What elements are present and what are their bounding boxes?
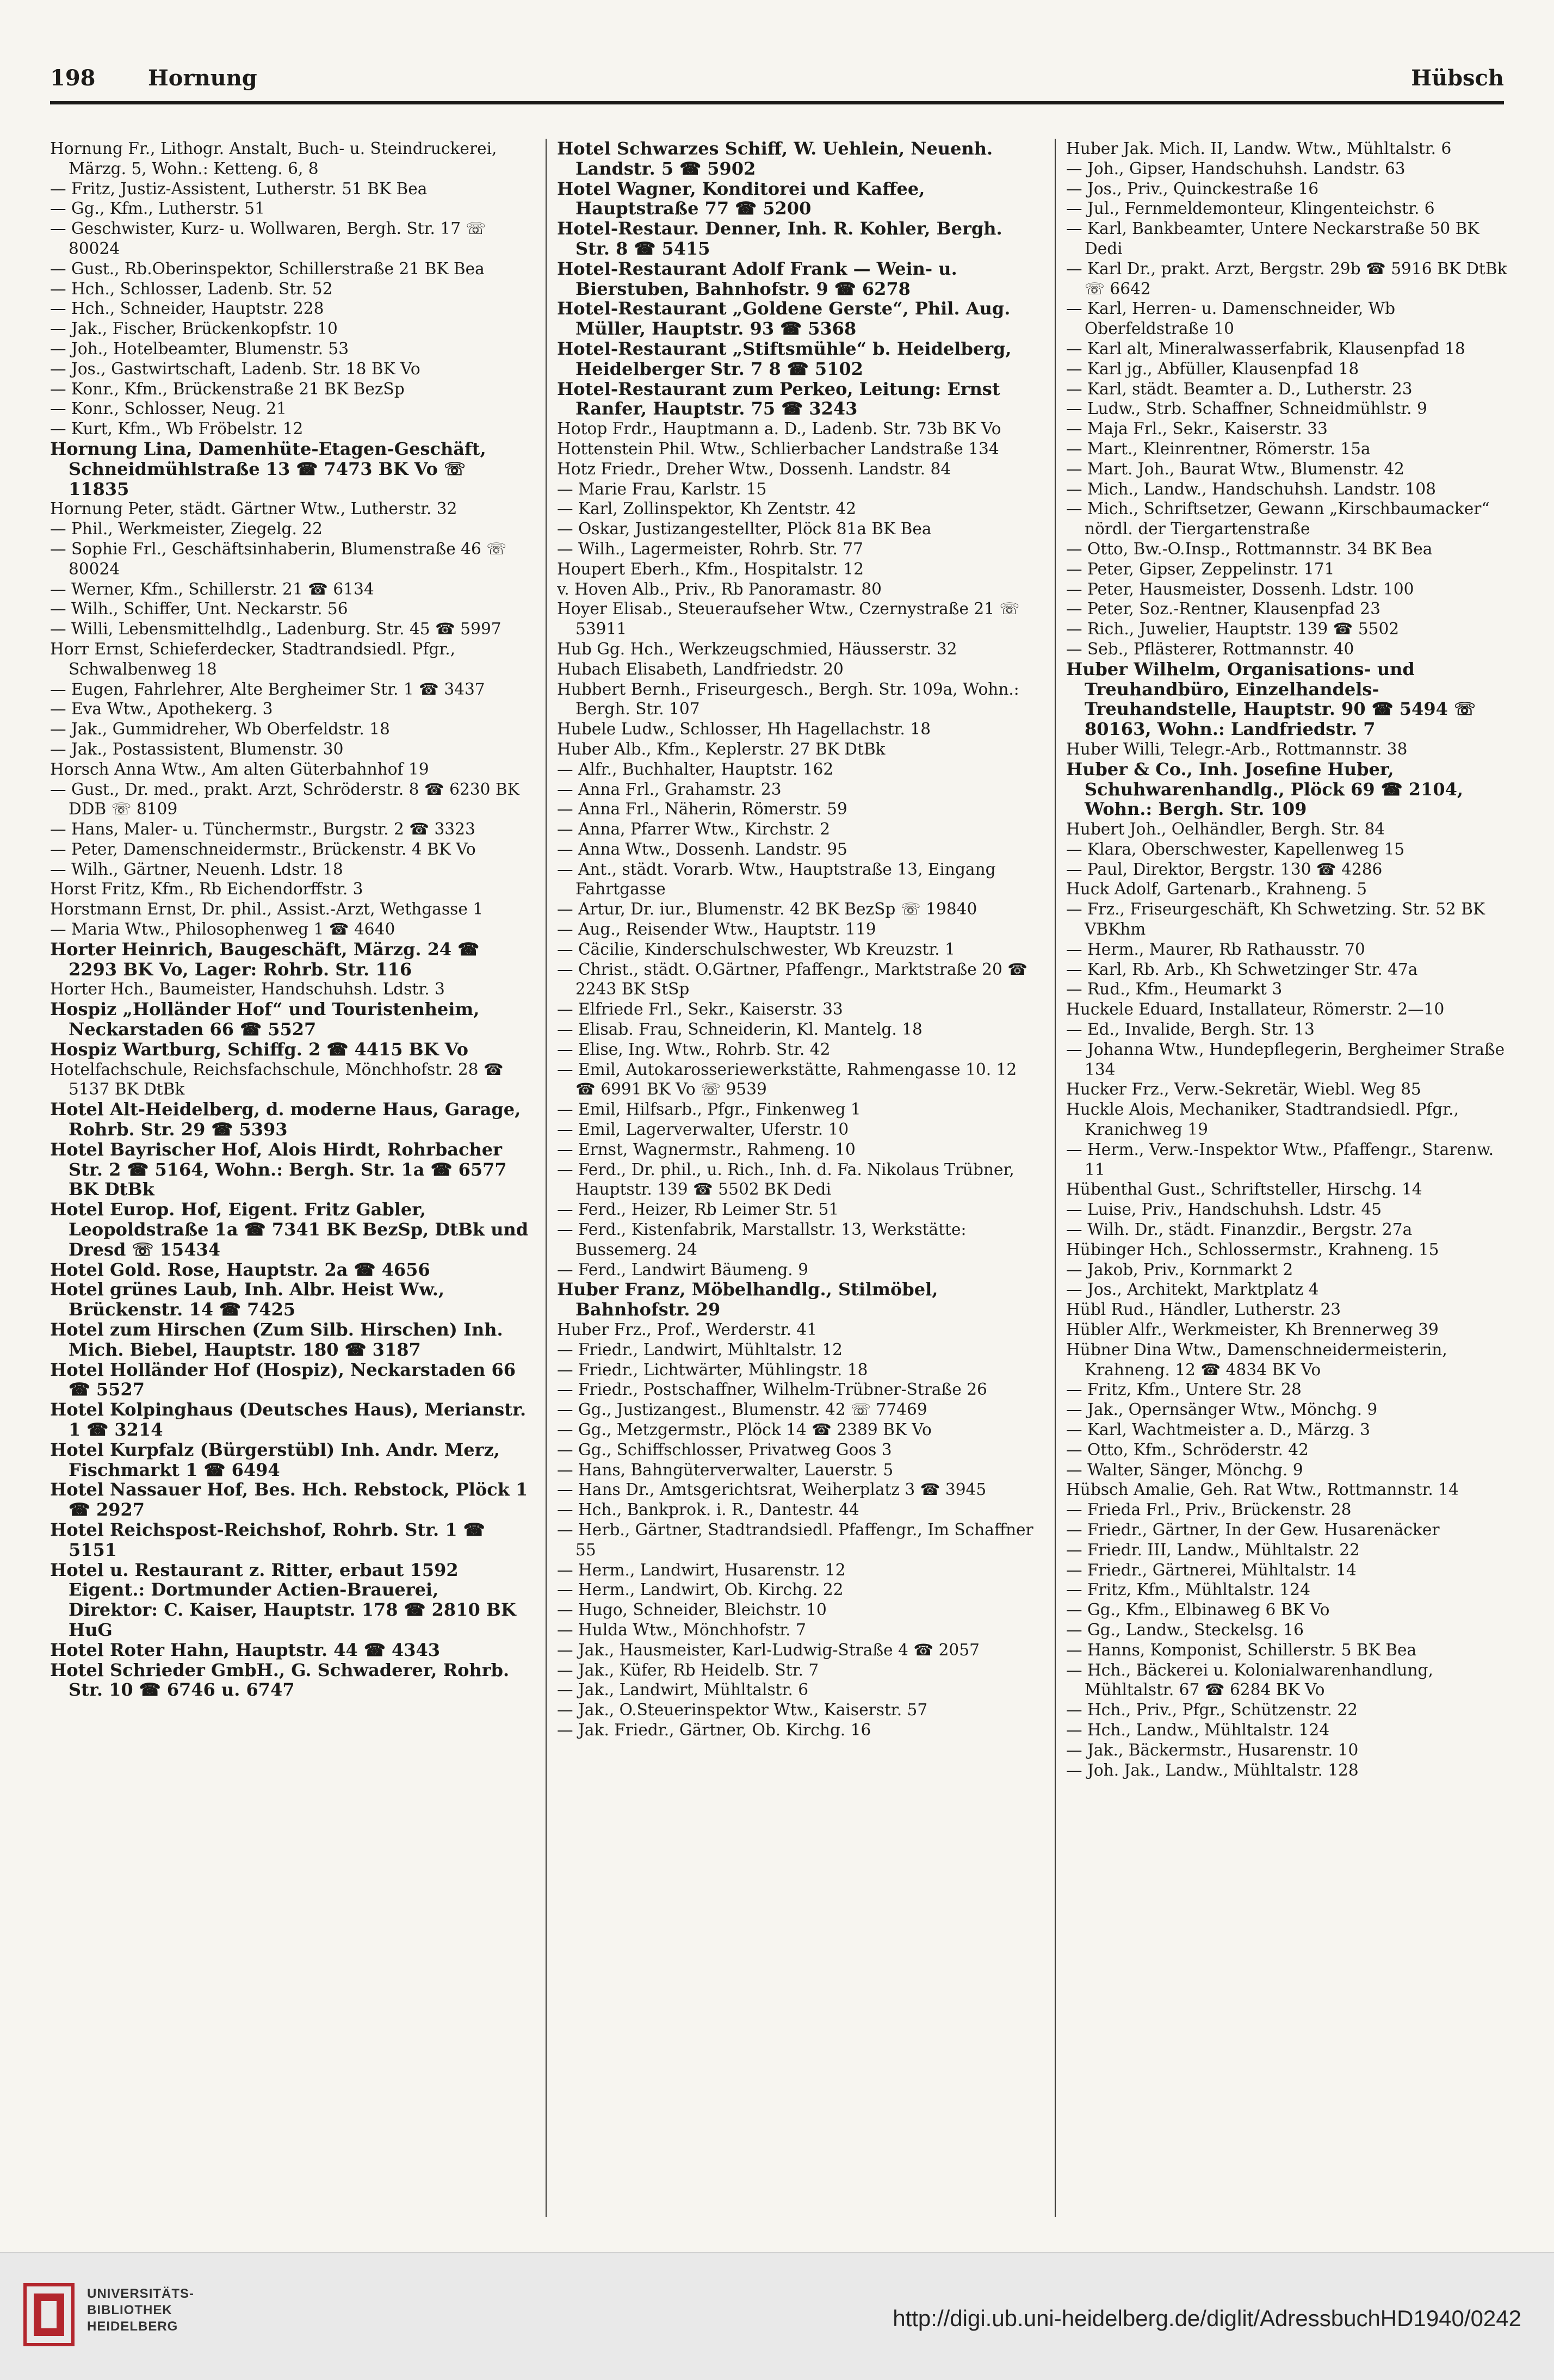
directory-entry: — Ferd., Heizer, Rb Leimer Str. 51	[557, 1200, 839, 1219]
running-head-right: Hübsch	[1411, 65, 1504, 91]
directory-entry: — Anna, Pfarrer Wtw., Kirchstr. 2	[557, 820, 831, 839]
directory-entry-advert: Hotel Kurpfalz (Bürgerstübl) Inh. Andr. Merz, Fischmarkt 1 ☎ 6494	[50, 1439, 500, 1480]
library-name-line: BIBLIOTHEK	[87, 2303, 172, 2317]
directory-entry: — Johanna Wtw., Hundepflegerin, Bergheimer Straße 134	[1066, 1040, 1505, 1079]
directory-entry: — Rud., Kfm., Heumarkt 3	[1066, 980, 1283, 999]
directory-entry: — Konr., Kfm., Brückenstraße 21 BK BezSp	[50, 379, 405, 398]
directory-entry-advert: Hotel Wagner, Konditorei und Kaffee, Hauptstraße 77 ☎ 5200	[557, 178, 925, 219]
directory-entry: — Emil, Hilfsarb., Pfgr., Finkenweg 1	[557, 1100, 861, 1119]
directory-entry: — Fritz, Justiz-Assistent, Lutherstr. 51 BK Bea	[50, 179, 428, 198]
directory-entry: — Ernst, Wagnermstr., Rahmeng. 10	[557, 1140, 856, 1159]
directory-entry: — Eva Wtw., Apothekerg. 3	[50, 700, 273, 719]
directory-entry: — Jak., Postassistent, Blumenstr. 30	[50, 739, 344, 758]
directory-entry-advert: Hotel Europ. Hof, Eigent. Fritz Gabler, Leopoldstraße 1a ☎ 7341 BK BezSp, DtBk und Dresd ☏ 15434	[50, 1199, 529, 1260]
directory-entry: — Hugo, Schneider, Bleichstr. 10	[557, 1600, 827, 1619]
directory-entry-advert: Huber & Co., Inh. Josefine Huber, Schuhwarenhandlg., Plöck 69 ☎ 2104, Wohn.: Bergh. Str. 109	[1066, 758, 1463, 820]
directory-entry: Huber Willi, Telegr.-Arb., Rottmannstr. 38	[1066, 739, 1408, 758]
directory-entry: — Ferd., Dr. phil., u. Rich., Inh. d. Fa. Nikolaus Trübner, Hauptstr. 139 ☎ 5502 BK Dedi	[557, 1160, 1014, 1199]
directory-entry: — Jos., Architekt, Marktplatz 4	[1066, 1280, 1319, 1299]
directory-entry: Hübsch Amalie, Geh. Rat Wtw., Rottmannstr. 14	[1066, 1480, 1459, 1499]
directory-entry-advert: Hotel Reichspost-Reichshof, Rohrb. Str. 1 ☎ 5151	[50, 1519, 485, 1560]
directory-entry: — Emil, Lagerverwalter, Uferstr. 10	[557, 1120, 849, 1139]
directory-entry: — Sophie Frl., Geschäftsinhaberin, Blumenstraße 46 ☏ 80024	[50, 539, 507, 578]
directory-entry: — Mart. Joh., Baurat Wtw., Blumenstr. 42	[1066, 459, 1405, 478]
directory-entry: — Jak., Hausmeister, Karl-Ludwig-Straße 4 ☎ 2057	[557, 1640, 980, 1659]
directory-entry-advert: Hotel-Restaurant zum Perkeo, Leitung: Ernst Ranfer, Hauptstr. 75 ☎ 3243	[557, 378, 1000, 419]
directory-entry-advert: Hospiz Wartburg, Schiffg. 2 ☎ 4415 BK Vo	[50, 1038, 468, 1060]
directory-entry: Huber Frz., Prof., Werderstr. 41	[557, 1320, 818, 1339]
directory-entry-advert: Hotel-Restaurant „Goldene Gerste“, Phil. Aug. Müller, Hauptstr. 93 ☎ 5368	[557, 298, 1011, 339]
directory-entry: — Jakob, Priv., Kornmarkt 2	[1066, 1260, 1293, 1279]
directory-entry: Hübner Dina Wtw., Damenschneidermeisterin, Krahneng. 12 ☎ 4834 BK Vo	[1066, 1340, 1447, 1379]
column-1	[50, 139, 529, 2217]
directory-entry: — Karl, Bankbeamter, Untere Neckarstraße 50 BK Dedi	[1066, 219, 1479, 258]
directory-entry: Huckele Eduard, Installateur, Römerstr. 2—10	[1066, 1000, 1445, 1019]
directory-entry: — Jos., Gastwirtschaft, Ladenb. Str. 18 BK Vo	[50, 359, 420, 378]
directory-entry: — Wilh., Lagermeister, Rohrb. Str. 77	[557, 539, 863, 558]
directory-entry: — Alfr., Buchhalter, Hauptstr. 162	[557, 759, 834, 778]
directory-entry: — Hans, Bahngüterverwalter, Lauerstr. 5	[557, 1460, 894, 1479]
directory-entry: — Jak., Landwirt, Mühltalstr. 6	[557, 1680, 809, 1699]
directory-entry-advert: Hospiz „Holländer Hof“ und Touristenheim, Neckarstaden 66 ☎ 5527	[50, 999, 480, 1040]
directory-entry: — Ferd., Landwirt Bäumeng. 9	[557, 1260, 808, 1279]
directory-entry-advert: Hotel-Restaur. Denner, Inh. R. Kohler, Bergh. Str. 8 ☎ 5415	[557, 218, 1002, 259]
directory-entry: — Hans Dr., Amtsgerichtsrat, Weiherplatz 3 ☎ 3945	[557, 1480, 987, 1499]
directory-entry: Hubert Joh., Oelhändler, Bergh. Str. 84	[1066, 820, 1385, 839]
directory-entry: — Gust., Dr. med., prakt. Arzt, Schröderstr. 8 ☎ 6230 BK DDB ☏ 8109	[50, 780, 519, 819]
directory-entry: — Hch., Landw., Mühltalstr. 124	[1066, 1720, 1330, 1739]
directory-entry: Huber Alb., Kfm., Keplerstr. 27 BK DtBk	[557, 739, 886, 758]
directory-entry: — Fritz, Kfm., Mühltalstr. 124	[1066, 1580, 1310, 1599]
directory-entry: — Jak., Gummidreher, Wb Oberfeldstr. 18	[50, 720, 390, 739]
directory-entry: — Maja Frl., Sekr., Kaiserstr. 33	[1066, 419, 1328, 438]
directory-entry: Horter Hch., Baumeister, Handschuhsh. Ldstr. 3	[50, 980, 445, 999]
directory-entry: — Marie Frau, Karlstr. 15	[557, 479, 767, 498]
directory-entry: — Artur, Dr. iur., Blumenstr. 42 BK BezSp ☏ 19840	[557, 900, 977, 919]
directory-entry-advert: Hotel Holländer Hof (Hospiz), Neckarstaden 66 ☎ 5527	[50, 1359, 516, 1400]
directory-entry: — Anna Wtw., Dossenh. Landstr. 95	[557, 839, 848, 858]
directory-entry: — Jak., Fischer, Brückenkopfstr. 10	[50, 319, 338, 338]
directory-entry: — Fritz, Kfm., Untere Str. 28	[1066, 1380, 1302, 1399]
directory-entry: — Karl alt, Mineralwasserfabrik, Klausenpfad 18	[1066, 339, 1465, 358]
directory-entry: — Joh. Jak., Landw., Mühltalstr. 128	[1066, 1760, 1359, 1779]
directory-entry: Horstmann Ernst, Dr. phil., Assist.-Arzt, Wethgasse 1	[50, 900, 484, 919]
directory-entry: — Willi, Lebensmittelhdlg., Ladenburg. Str. 45 ☎ 5997	[50, 620, 502, 639]
directory-entry: Hubbert Bernh., Friseurgesch., Bergh. Str. 109a, Wohn.: Bergh. Str. 107	[557, 679, 1019, 719]
permalink-url[interactable]: http://digi.ub.uni-heidelberg.de/diglit/AdressbuchHD1940/0242	[893, 2305, 1521, 2331]
directory-entry: — Christ., städt. O.Gärtner, Pfaffengr., Marktstraße 20 ☎ 2243 BK StSp	[557, 960, 1028, 999]
directory-entry: — Peter, Hausmeister, Dossenh. Ldstr. 100	[1066, 579, 1414, 598]
page-number: 198	[50, 65, 96, 91]
directory-entry: — Mich., Schriftsetzer, Gewann „Kirschbaumacker“ nördl. der Tiergartenstraße	[1066, 499, 1490, 539]
directory-entry: — Jak., O.Steuerinspektor Wtw., Kaiserstr. 57	[557, 1701, 928, 1720]
directory-entry-advert: Hotel Schrieder GmbH., G. Schwaderer, Rohrb. Str. 10 ☎ 6746 u. 6747	[50, 1659, 510, 1701]
directory-entry-advert: Hotel u. Restaurant z. Ritter, erbaut 1592 Eigent.: Dortmunder Actien-Brauerei, Direktor: C. Kaiser, Hauptstr. 178 ☎ 2810 BK HuG	[50, 1559, 516, 1640]
directory-entry: Hucker Frz., Verw.-Sekretär, Wiebl. Weg 85	[1066, 1080, 1421, 1099]
directory-entry: — Hch., Schlosser, Ladenb. Str. 52	[50, 279, 333, 298]
directory-entry: — Karl Dr., prakt. Arzt, Bergstr. 29b ☎ 5916 BK DtBk ☏ 6642	[1066, 259, 1507, 298]
directory-entry: — Geschwister, Kurz- u. Wollwaren, Bergh. Str. 17 ☏ 80024	[50, 219, 486, 258]
directory-entry-advert: Huber Wilhelm, Organisations- und Treuhandbüro, Einzelhandels-Treuhandstelle, Hauptstr. 90 ☎ 5494 ☏ 80163, Wohn.: Landfriedstr. 7	[1066, 658, 1476, 740]
library-name-line: UNIVERSITÄTS-	[87, 2286, 195, 2301]
directory-entry: — Friedr., Lichtwärter, Mühlingstr. 18	[557, 1360, 868, 1379]
directory-entry: — Elfriede Frl., Sekr., Kaiserstr. 33	[557, 1000, 843, 1019]
directory-entry: — Wilh., Gärtner, Neuenh. Ldstr. 18	[50, 860, 343, 879]
directory-entry-advert: Horter Heinrich, Baugeschäft, Märzg. 24 ☎ 2293 BK Vo, Lager: Rohrb. Str. 116	[50, 938, 480, 980]
directory-entry: — Karl, städt. Beamter a. D., Lutherstr. 23	[1066, 379, 1413, 398]
directory-entry-advert: Hotel grünes Laub, Inh. Albr. Heist Ww., Brückenstr. 14 ☎ 7425	[50, 1279, 445, 1320]
column-3	[1066, 139, 1508, 2217]
directory-entry: — Friedr., Gärtner, In der Gew. Husarenäcker	[1066, 1520, 1440, 1539]
directory-entry: — Frieda Frl., Priv., Brückenstr. 28	[1066, 1500, 1352, 1519]
directory-entry: — Jak., Opernsänger Wtw., Mönchg. 9	[1066, 1400, 1378, 1419]
directory-entry: — Karl, Zollinspektor, Kh Zentstr. 42	[557, 499, 857, 518]
directory-entry: Huber Jak. Mich. II, Landw. Wtw., Mühltalstr. 6	[1066, 139, 1452, 158]
directory-entry: — Jos., Priv., Quinckestraße 16	[1066, 179, 1319, 198]
directory-entry: Hotelfachschule, Reichsfachschule, Mönchhofstr. 28 ☎ 5137 BK DtBk	[50, 1060, 504, 1099]
directory-entry: — Jak., Bäckermstr., Husarenstr. 10	[1066, 1740, 1359, 1759]
directory-entry: Hoyer Elisab., Steueraufseher Wtw., Czernystraße 21 ☏ 53911	[557, 599, 1020, 639]
directory-entry: — Ferd., Kistenfabrik, Marstallstr. 13, Werkstätte: Bussemerg. 24	[557, 1220, 967, 1259]
directory-entry: — Aug., Reisender Wtw., Hauptstr. 119	[557, 920, 876, 939]
viewer-footer	[0, 2252, 1554, 2380]
directory-entry: — Herb., Gärtner, Stadtrandsiedl. Pfaffengr., Im Schaffner 55	[557, 1520, 1033, 1559]
directory-entry: Hübinger Hch., Schlossermstr., Krahneng. 15	[1066, 1240, 1439, 1259]
column-2	[557, 139, 1036, 2217]
directory-entry: — Hch., Schneider, Hauptstr. 228	[50, 299, 324, 318]
directory-entry: — Otto, Kfm., Schröderstr. 42	[1066, 1440, 1309, 1459]
directory-entry: — Konr., Schlosser, Neug. 21	[50, 399, 287, 418]
directory-entry: — Hch., Bankprok. i. R., Dantestr. 44	[557, 1500, 859, 1519]
header-rule	[50, 101, 1504, 104]
directory-entry: — Karl jg., Abfüller, Klausenpfad 18	[1066, 359, 1359, 378]
page-header	[50, 65, 1504, 99]
directory-entry: Huckle Alois, Mechaniker, Stadtrandsiedl. Pfgr., Kranichweg 19	[1066, 1100, 1459, 1139]
library-name	[87, 2286, 194, 2335]
directory-entry: — Kurt, Kfm., Wb Fröbelstr. 12	[50, 419, 304, 438]
directory-entry: — Peter, Damenschneidermstr., Brückenstr. 4 BK Vo	[50, 839, 476, 858]
directory-entry: — Mich., Landw., Handschuhsh. Landstr. 108	[1066, 479, 1436, 498]
directory-entry: — Friedr., Landwirt, Mühltalstr. 12	[557, 1340, 843, 1359]
directory-entry: — Hans, Maler- u. Tünchermstr., Burgstr. 2 ☎ 3323	[50, 820, 475, 839]
directory-entry-advert: Hotel Gold. Rose, Hauptstr. 2a ☎ 4656	[50, 1259, 430, 1280]
directory-entry: — Klara, Oberschwester, Kapellenweg 15	[1066, 839, 1405, 858]
directory-entry: — Phil., Werkmeister, Ziegelg. 22	[50, 520, 323, 539]
directory-entry: Hotop Frdr., Hauptmann a. D., Ladenb. Str. 73b BK Vo	[557, 419, 1001, 438]
directory-entry: — Jul., Fernmeldemonteur, Klingenteichstr. 6	[1066, 199, 1435, 218]
directory-entry-advert: Hotel Schwarzes Schiff, W. Uehlein, Neuenh. Landstr. 5 ☎ 5902	[557, 139, 993, 179]
directory-entry: — Friedr., Postschaffner, Wilhelm-Trübner-Straße 26	[557, 1380, 987, 1399]
directory-entry: — Oskar, Justizangestellter, Plöck 81a BK Bea	[557, 520, 932, 539]
directory-entry: — Peter, Gipser, Zeppelinstr. 171	[1066, 559, 1335, 578]
directory-entry: — Walter, Sänger, Mönchg. 9	[1066, 1460, 1303, 1479]
directory-entry: Hubele Ludw., Schlosser, Hh Hagellachstr. 18	[557, 720, 931, 739]
directory-entry: Hub Gg. Hch., Werkzeugschmied, Häusserstr. 32	[557, 639, 957, 658]
directory-entry: — Karl, Wachtmeister a. D., Märzg. 3	[1066, 1420, 1371, 1439]
directory-entry: — Herm., Maurer, Rb Rathausstr. 70	[1066, 939, 1365, 959]
directory-columns	[50, 139, 1508, 2217]
directory-entry: Hubach Elisabeth, Landfriedstr. 20	[557, 659, 844, 678]
directory-entry: — Ant., städt. Vorarb. Wtw., Hauptstraße 13, Eingang Fahrtgasse	[557, 860, 996, 899]
directory-entry: — Hch., Priv., Pfgr., Schützenstr. 22	[1066, 1701, 1358, 1720]
directory-entry: — Friedr., Gärtnerei, Mühltalstr. 14	[1066, 1560, 1357, 1579]
directory-entry: — Herm., Landwirt, Ob. Kirchg. 22	[557, 1580, 844, 1599]
directory-entry: — Elise, Ing. Wtw., Rohrb. Str. 42	[557, 1040, 831, 1059]
directory-entry: Horsch Anna Wtw., Am alten Güterbahnhof 19	[50, 759, 429, 778]
directory-entry: — Mart., Kleinrentner, Römerstr. 15a	[1066, 439, 1371, 458]
directory-entry: Hotz Friedr., Dreher Wtw., Dossenh. Landstr. 84	[557, 459, 951, 478]
directory-entry: — Otto, Bw.-O.Insp., Rottmannstr. 34 BK Bea	[1066, 539, 1433, 558]
directory-entry: Houpert Eberh., Kfm., Hospitalstr. 12	[557, 559, 864, 578]
directory-entry: — Gust., Rb.Oberinspektor, Schillerstraße 21 BK Bea	[50, 259, 485, 278]
directory-entry: — Ed., Invalide, Bergh. Str. 13	[1066, 1020, 1315, 1039]
directory-entry: — Luise, Priv., Handschuhsh. Ldstr. 45	[1066, 1200, 1382, 1219]
directory-entry: — Gg., Metzgermstr., Plöck 14 ☎ 2389 BK Vo	[557, 1420, 932, 1439]
directory-entry: Hottenstein Phil. Wtw., Schlierbacher Landstraße 134	[557, 439, 999, 458]
directory-entry: Huck Adolf, Gartenarb., Krahneng. 5	[1066, 880, 1367, 899]
directory-entry: — Gg., Kfm., Elbinaweg 6 BK Vo	[1066, 1600, 1330, 1619]
library-logo-icon	[22, 2282, 76, 2348]
directory-entry: — Rich., Juwelier, Hauptstr. 139 ☎ 5502	[1066, 620, 1400, 639]
directory-entry: Hübl Rud., Händler, Lutherstr. 23	[1066, 1300, 1341, 1319]
directory-entry: — Cäcilie, Kinderschulschwester, Wb Kreuzstr. 1	[557, 939, 955, 959]
directory-entry: — Maria Wtw., Philosophenweg 1 ☎ 4640	[50, 920, 395, 939]
directory-entry: Hübler Alfr., Werkmeister, Kh Brennerweg 39	[1066, 1320, 1439, 1339]
directory-entry: — Anna Frl., Grahamstr. 23	[557, 780, 782, 799]
directory-entry: — Gg., Schiffschlosser, Privatweg Goos 3	[557, 1440, 892, 1459]
directory-entry: — Herm., Verw.-Inspektor Wtw., Pfaffengr., Starenw. 11	[1066, 1140, 1494, 1179]
directory-entry: — Gg., Justizangest., Blumenstr. 42 ☏ 77469	[557, 1400, 927, 1419]
directory-entry-advert: Hotel Roter Hahn, Hauptstr. 44 ☎ 4343	[50, 1639, 440, 1660]
directory-entry: — Herm., Landwirt, Husarenstr. 12	[557, 1560, 846, 1579]
directory-entry: Hornung Fr., Lithogr. Anstalt, Buch- u. Steindruckerei, Märzg. 5, Wohn.: Ketteng. 6, 8	[50, 139, 497, 178]
directory-entry: — Karl, Rb. Arb., Kh Schwetzinger Str. 47a	[1066, 960, 1418, 979]
directory-entry: — Wilh., Schiffer, Unt. Neckarstr. 56	[50, 599, 348, 619]
directory-entry: — Seb., Pflästerer, Rottmannstr. 40	[1066, 639, 1354, 658]
directory-entry: — Joh., Hotelbeamter, Blumenstr. 53	[50, 339, 349, 358]
directory-entry: — Anna Frl., Näherin, Römerstr. 59	[557, 800, 847, 819]
directory-entry: Hübenthal Gust., Schriftsteller, Hirschg. 14	[1066, 1180, 1422, 1199]
directory-entry: — Friedr. III, Landw., Mühltalstr. 22	[1066, 1540, 1360, 1559]
directory-entry: — Gg., Kfm., Lutherstr. 51	[50, 199, 265, 218]
directory-entry: v. Hoven Alb., Priv., Rb Panoramastr. 80	[557, 579, 882, 598]
directory-entry: Hornung Peter, städt. Gärtner Wtw., Lutherstr. 32	[50, 499, 457, 518]
directory-entry: — Hanns, Komponist, Schillerstr. 5 BK Bea	[1066, 1640, 1417, 1659]
directory-entry: — Frz., Friseurgeschäft, Kh Schwetzing. Str. 52 BK VBKhm	[1066, 900, 1485, 939]
directory-entry-advert: Huber Franz, Möbelhandlg., Stilmöbel, Bahnhofstr. 29	[557, 1279, 938, 1320]
directory-entry-advert: Hotel Bayrischer Hof, Alois Hirdt, Rohrbacher Str. 2 ☎ 5164, Wohn.: Bergh. Str. 1a ☎ 6577 BK DtBk	[50, 1139, 507, 1200]
directory-entry: — Joh., Gipser, Handschuhsh. Landstr. 63	[1066, 159, 1406, 178]
directory-entry: — Karl, Herren- u. Damenschneider, Wb Oberfeldstraße 10	[1066, 299, 1396, 338]
directory-entry: — Ludw., Strb. Schaffner, Schneidmühlstr. 9	[1066, 399, 1427, 418]
directory-entry: — Jak. Friedr., Gärtner, Ob. Kirchg. 16	[557, 1720, 871, 1739]
directory-entry: — Eugen, Fahrlehrer, Alte Bergheimer Str. 1 ☎ 3437	[50, 679, 485, 698]
directory-entry: — Hulda Wtw., Mönchhofstr. 7	[557, 1620, 806, 1639]
directory-entry-advert: Hotel Kolpinghaus (Deutsches Haus), Merianstr. 1 ☎ 3214	[50, 1399, 527, 1440]
directory-entry-advert: Hotel Alt-Heidelberg, d. moderne Haus, Garage, Rohrb. Str. 29 ☎ 5393	[50, 1099, 521, 1140]
directory-entry-advert: Hornung Lina, Damenhüte-Etagen-Geschäft, Schneidmühlstraße 13 ☎ 7473 BK Vo ☏ 11835	[50, 438, 486, 499]
directory-entry-advert: Hotel-Restaurant Adolf Frank — Wein- u. Bierstuben, Bahnhofstr. 9 ☎ 6278	[557, 258, 957, 299]
library-name-line: HEIDELBERG	[87, 2319, 178, 2334]
directory-entry: — Hch., Bäckerei u. Kolonialwarenhandlung, Mühltalstr. 67 ☎ 6284 BK Vo	[1066, 1660, 1433, 1699]
directory-entry: — Gg., Landw., Steckelsg. 16	[1066, 1620, 1304, 1639]
directory-entry: — Wilh. Dr., städt. Finanzdir., Bergstr. 27a	[1066, 1220, 1413, 1239]
directory-entry: — Elisab. Frau, Schneiderin, Kl. Mantelg. 18	[557, 1020, 923, 1039]
directory-entry: — Paul, Direktor, Bergstr. 130 ☎ 4286	[1066, 860, 1383, 879]
directory-entry: Horr Ernst, Schieferdecker, Stadtrandsiedl. Pfgr., Schwalbenweg 18	[50, 639, 456, 678]
directory-entry-advert: Hotel-Restaurant „Stiftsmühle“ b. Heidelberg, Heidelberger Str. 7 8 ☎ 5102	[557, 338, 1012, 379]
directory-entry: — Emil, Autokarosseriewerkstätte, Rahmengasse 10. 12 ☎ 6991 BK Vo ☏ 9539	[557, 1060, 1017, 1099]
directory-entry: — Werner, Kfm., Schillerstr. 21 ☎ 6134	[50, 579, 374, 598]
running-head-left: Hornung	[148, 65, 257, 91]
directory-entry-advert: Hotel zum Hirschen (Zum Silb. Hirschen) Inh. Mich. Biebel, Hauptstr. 180 ☎ 3187	[50, 1319, 503, 1360]
directory-entry: — Jak., Küfer, Rb Heidelb. Str. 7	[557, 1660, 819, 1679]
directory-entry-advert: Hotel Nassauer Hof, Bes. Hch. Rebstock, Plöck 1 ☎ 2927	[50, 1479, 528, 1520]
directory-entry: Horst Fritz, Kfm., Rb Eichendorffstr. 3	[50, 880, 363, 899]
directory-entry: — Peter, Soz.-Rentner, Klausenpfad 23	[1066, 599, 1380, 619]
